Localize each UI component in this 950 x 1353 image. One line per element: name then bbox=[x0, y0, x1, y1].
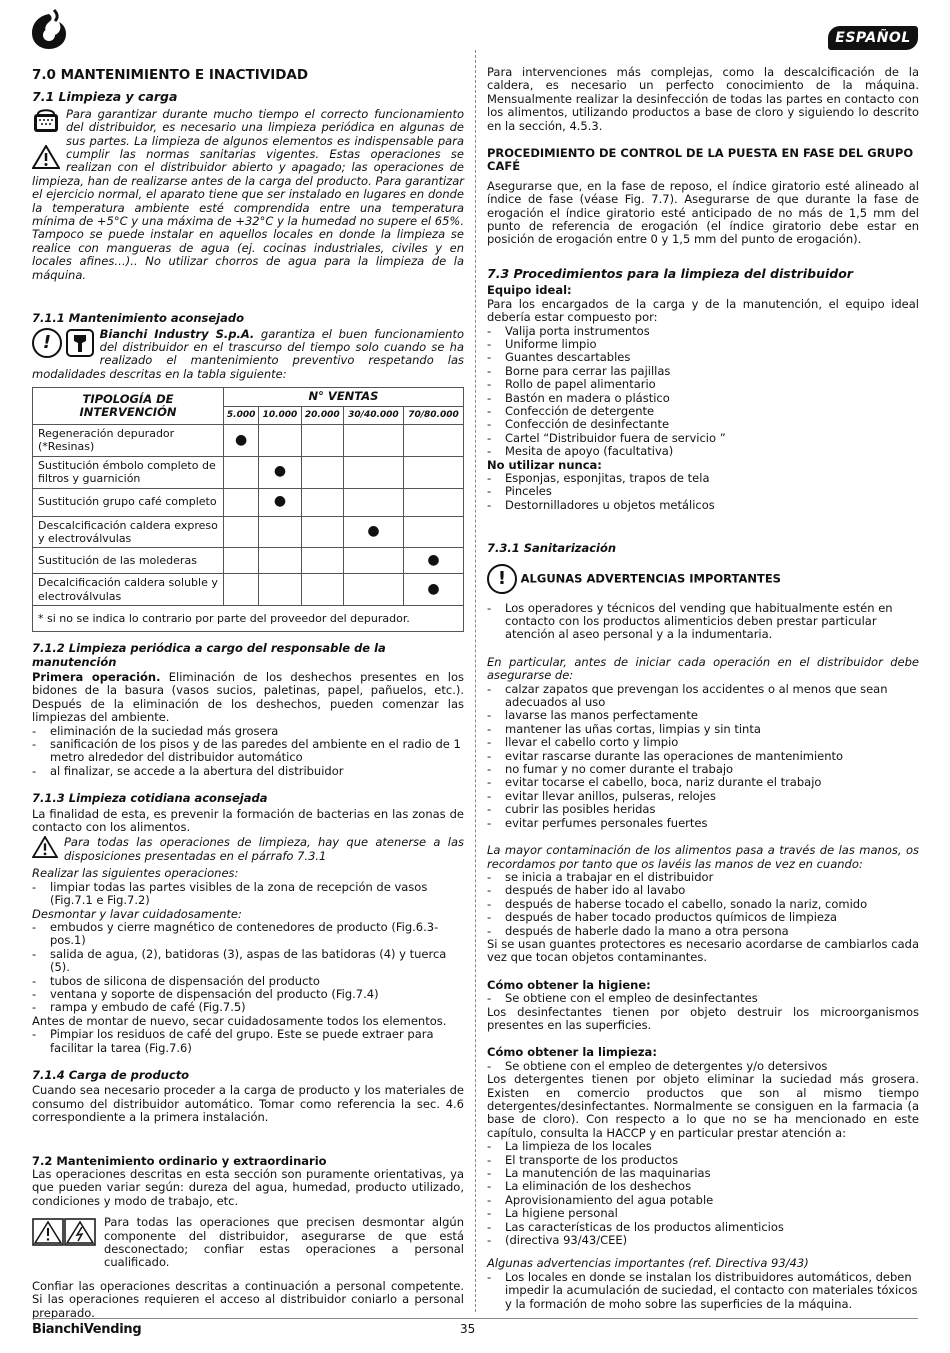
table-header-sales: N° VENTAS bbox=[224, 388, 464, 406]
left-column: 7.0 MANTENIMIENTO E INACTIVIDAD 7.1 Limpieza y carga Para garantizar durante mucho tiempo el correcto funcionamiento del distribuidor, es necesario una limpieza periódica en algunas de sus partes. La limpieza de algunos elementos es indispensable para cumplir las normas sanitarias vigentes. Estas operaciones se realizan con el distribuidor abierto y apagado; las operaciones de limpieza, han de realizarse antes de la carga del producto. Para garantizar el ejercicio normal, el aparato tiene que ser instalado en lugares en donde la temperatura ambiente esté comprendida entre una temperatura mínima de +5°C y una máxima de +32°C y la humedad no supere el 65%. Tampoco se puede instalar en aquellos locales en donde la limpieza se realice con mangueras de agua (ej. cocinas industriales, civiles y en locales afines…).. No utilizar chorros de agua para la limpieza de la máquina. 7.1.1 Mantenimiento aconsejado ! Bianchi Industry S.p.A. garantiza el buen funcionamiento del distribuidor en el trascurso del tiempo solo cuando se ha realizado el mantenimiento preventivo respetando las modalidades descritas en la tabla siguiente: TIPOLOGÍA DE INTERVENCIÓN N° VENTAS 5.000 10.000 20.000 30/40.000 70/80.000 Regeneración depurador (*Resinas) ● Sustitución émbolo completo de filtros y guarnición ● Sustitución grupo café completo ● Descalcificación caldera expreso y electroválvulas ● Sustitución de las molederas ● Decalcificación caldera soluble y electroválvulas ● * si no se indica lo contrario por parte del proveedor del depurador. 7.1.2 Limpieza periódica a cargo del responsable de la manutención Primera operación. Eliminación de los deshechos presentes en los bidones de la basura (vasos sucios, paletinas, papel, pañuelos, etc.). Después de la eliminación de los deshechos, pueden comenzar las limpiezas del ambiente. - eliminación de la suciedad más grosera - sanificación de los pisos y de las paredes del ambiente en el radio de 1 metro alrededor del distribuidor automático - al finalizar, se accede a la abertura del distribuidor 7.1.3 Limpieza cotidiana aconsejada La finalidad de esta, es prevenir la formación de bacterias en las zonas de contacto con los alimentos. Para todas las operaciones de limpieza, hay que atenerse a las disposiciones presentadas en el párrafo 7.3.1 Realizar las siguientes operaciones: - limpiar todas las partes visibles de la zona de recepción de vasos (Fig.7.1 e Fig.7.2) Desmontar y lavar cuidadosamente: - embudos y cierre magnético de contenedores de producto (Fig.6.3-pos.1) - salida de agua, (2), batidoras (3), aspas de las batidoras (4) y tuerca (5). - tubos de silicona de dispensación del producto - ventana y soporte de dispensación del producto (Fig.7.4) - rampa y embudo de café (Fig.7.5) Antes de montar de nuevo, secar cuidadosamente todos los elementos. - Pimpiar los residuos de café del grupo. Este se puede extraer para facilitar la tarea (Fig.7.6) 7.1.4 Carga de producto Cuando sea necesario proceder a la carga de producto y los materiales de consumo del distribuidor automático. Tomar como referencia la sec. 4.6 correspondiente a la primera instalación. 7.2 Mantenimiento ordinario y extraordinario Las operaciones descritas en esta sección son puramente orientativas, ya que pueden variar según: dureza del agua, humedad, producto utilizado, condiciones y modo de trabajo, etc. Para todas las operaciones que precisen desmontar algún componente del distribuidor, asegurarse de que está desconectado; confiar estas operaciones a personal cualificado. Confiar las operaciones descritas a continuación a personal competente. Si las operaciones requieren el acceso al distribuidor coniarlo a personal preparado. bbox=[32, 66, 464, 1320]
list-item: - Confección de detergente bbox=[487, 405, 919, 418]
section-7-2-text: Las operaciones descritas en esta sección son puramente orientativas, ya que pueden variar según: dureza del agua, humedad, producto utilizado, condiciones y modo de trabajo, etc. bbox=[32, 1167, 464, 1208]
table-row: Sustitución de las molederas ● bbox=[33, 548, 464, 574]
list-item: - no fumar y no comer durante el trabajo bbox=[487, 763, 919, 776]
list-item: - Pimpiar los residuos de café del grupo. Este se puede extraer para facilitar la tarea (Fig.7.6) bbox=[32, 1028, 464, 1055]
list-item: - salida de agua, (2), batidoras (3), aspas de las batidoras (4) y tuerca (5). bbox=[32, 948, 464, 975]
section-7-1-2-text: Primera operación. Eliminación de los deshechos presentes en los bidones de la basura (vasos sucios, paletinas, papel, pañuelos, etc.). Después de la eliminación de los deshechos, pueden comenzar las limpiezas del ambiente. bbox=[32, 670, 464, 725]
table-col-sales: 20.000 bbox=[301, 406, 343, 424]
precautions-list bbox=[487, 683, 919, 830]
list-item: - La higiene personal bbox=[487, 1207, 919, 1220]
section-7-1-text: Para garantizar durante mucho tiempo el correcto funcionamiento del distribuidor, es necesario una limpieza periódica en algunas de sus partes. La limpieza de algunos elementos es indispensable para cumplir las normas sanitarias vigentes. Estas operaciones se realizan con el distribuidor abierto y apagado; las operaciones de limpieza, han de realizarse antes de la carga del producto. Para garantizar el ejercicio normal, el aparato tiene que ser instalado en lugares en donde la temperatura ambiente esté comprendida entre una temperatura mínima de +5°C y una máxima de +32°C y la humedad no supere el 65%. Tampoco se puede instalar en aquellos locales en donde la limpieza se realice con mangueras de agua (ej. cocinas industriales, civiles y en locales afines…).. No utilizar chorros de agua para la limpieza de la máquina. bbox=[32, 106, 464, 282]
list-item: - Aprovisionamiento del agua potable bbox=[487, 1194, 919, 1207]
handwash-list bbox=[487, 871, 919, 938]
table-col-sales: 70/80.000 bbox=[403, 406, 463, 424]
list-item: - ventana y soporte de dispensación del producto (Fig.7.4) bbox=[32, 988, 464, 1001]
footer-brand: BianchiVending bbox=[32, 1322, 142, 1337]
company-name: Bianchi Industry S.p.A. bbox=[99, 326, 255, 341]
list-item: - cubrir las posibles heridas bbox=[487, 803, 919, 816]
table-col-sales: 5.000 bbox=[224, 406, 259, 424]
list-item: - Borne para cerrar las pajillas bbox=[487, 365, 919, 378]
maintenance-table bbox=[32, 387, 464, 632]
warning-triangle-icon bbox=[32, 145, 60, 169]
list-item: - mantener las uñas cortas, limpias y sin tinta bbox=[487, 723, 919, 736]
section-7-1-3-warning: Para todas las operaciones de limpieza, hay que atenerse a las disposiciones presentadas en el párrafo 7.3.1 bbox=[32, 836, 464, 863]
table-col-sales: 10.000 bbox=[259, 406, 301, 424]
list-item: - lavarse las manos perfectamente bbox=[487, 709, 919, 722]
list-item: - Valija porta instrumentos bbox=[487, 325, 919, 338]
heading-7-1-1: 7.1.1 Mantenimiento aconsejado bbox=[32, 311, 245, 326]
list-item: - Bastón en madera o plástico bbox=[487, 392, 919, 405]
list-item: - Los operadores y técnicos del vending que habitualmente estén en contacto con los productos alimenticios deben prestar particular atención al aseo personal y a la indumentaria. bbox=[487, 602, 919, 642]
list-item: - embudos y cierre magnético de contenedores de producto (Fig.6.3-pos.1) bbox=[32, 921, 464, 948]
never-use-list bbox=[487, 472, 919, 512]
heading-7-3-1: 7.3.1 Sanitarización bbox=[487, 541, 617, 556]
heading-procedure: PROCEDIMIENTO DE CONTROL DE LA PUESTA EN FASE DEL GRUPO CAFÉ bbox=[487, 146, 914, 174]
cleaning-bucket-icon bbox=[32, 108, 60, 134]
section-7-1-icons bbox=[32, 108, 60, 173]
brand-logo-icon bbox=[28, 8, 70, 52]
language-badge: ESPAÑOL bbox=[828, 26, 918, 50]
maintenance-tool-icon bbox=[66, 329, 94, 357]
list-item: - Mesita de apoyo (facultativa) bbox=[487, 445, 919, 458]
heading-7-1-2: 7.1.2 Limpieza periódica a cargo del responsable de la manutención bbox=[32, 641, 386, 669]
heading-7-2: 7.2 Mantenimiento ordinario y extraordinario bbox=[32, 1153, 327, 1168]
table-row: Sustitución grupo café completo ● bbox=[33, 488, 464, 516]
list-item: - evitar tocarse el cabello, boca, nariz durante el trabajo bbox=[487, 776, 919, 789]
list-item: - Guantes descartables bbox=[487, 351, 919, 364]
section-7-1-1-icons bbox=[32, 328, 94, 358]
list-item: - rampa y embudo de café (Fig.7.5) bbox=[32, 1001, 464, 1014]
important-warnings-heading: ! ALGUNAS ADVERTENCIAS IMPORTANTES bbox=[487, 564, 919, 594]
page-number: 35 bbox=[460, 1322, 476, 1336]
list-item: - al finalizar, se accede a la abertura del distribuidor bbox=[32, 765, 464, 778]
section-7-1-3-text: La finalidad de esta, es prevenir la formación de bacterias en las zonas de contacto con los alimentos. bbox=[32, 806, 464, 835]
list-item: - (directiva 93/43/CEE) bbox=[487, 1234, 919, 1247]
section-7-1-1-text: ! Bianchi Industry S.p.A. garantiza el buen funcionamiento del distribuidor en el trascurso del tiempo solo cuando se ha realizado el mantenimiento preventivo respetando las modalidades descritas en la tabla siguiente: bbox=[32, 326, 464, 381]
list-item: - después de haberle dado la mano a otra persona bbox=[487, 925, 919, 938]
list-item: - Las características de los productos alimenticios bbox=[487, 1221, 919, 1234]
section-7-1-4-text: Cuando sea necesario proceder a la carga de producto y los materiales de consumo del distribuidor automático. Tomar como referencia la sec. 4.6 correspondiente a la primera instalación. bbox=[32, 1083, 464, 1125]
list-item: - El transporte de los productos bbox=[487, 1154, 919, 1167]
heading-7-0: 7.0 MANTENIMIENTO E INACTIVIDAD bbox=[32, 67, 309, 83]
column-divider bbox=[475, 50, 476, 1312]
table-row: Descalcificación caldera expreso y electroválvulas ● bbox=[33, 516, 464, 548]
attention-icon: ! bbox=[487, 564, 517, 594]
heading-7-3: 7.3 Procedimientos para la limpieza del distribuidor bbox=[487, 265, 853, 281]
warning-triangle-icon bbox=[32, 836, 58, 858]
list-item: - calzar zapatos que prevengan los accidentes o al menos que sean adecuados al uso bbox=[487, 683, 919, 710]
list-item: - eliminación de la suciedad más grosera bbox=[32, 725, 464, 738]
table-row: Decalcificación caldera soluble y electroválvulas ● bbox=[33, 574, 464, 606]
table-note-row: * si no se indica lo contrario por parte del proveedor del depurador. bbox=[33, 606, 464, 632]
table-header-type: TIPOLOGÍA DE INTERVENCIÓN bbox=[33, 388, 224, 425]
list-item: - después de haber ido al lavabo bbox=[487, 884, 919, 897]
list-item: - Confección de desinfectante bbox=[487, 418, 919, 431]
list-item: - Esponjas, esponjitas, trapos de tela bbox=[487, 472, 919, 485]
haccp-list bbox=[487, 1140, 919, 1247]
heading-7-1-3: 7.1.3 Limpieza cotidiana aconsejada bbox=[32, 791, 268, 806]
table-row: Regeneración depurador (*Resinas) ● bbox=[33, 424, 464, 456]
table-row: Sustitución émbolo completo de filtros y guarnición ● bbox=[33, 456, 464, 488]
list-item: - Pinceles bbox=[487, 485, 919, 498]
list-item: - se inicia a trabajar en el distribuidor bbox=[487, 871, 919, 884]
list-item: - después de haberse tocado el cabello, sonado la nariz, comido bbox=[487, 898, 919, 911]
section-7-2-warning: Para todas las operaciones que precisen desmontar algún componente del distribuidor, asegurarse de que está desconectado; confiar estas operaciones a personal cualificado. bbox=[32, 1216, 464, 1270]
list-item: - La eliminación de los deshechos bbox=[487, 1180, 919, 1193]
list-item: - Destornilladores u objetos metálicos bbox=[487, 499, 919, 512]
list-item: - Uniforme limpio bbox=[487, 338, 919, 351]
section-7-1-2-list bbox=[32, 725, 464, 779]
list-item: - Los locales en donde se instalan los distribuidores automáticos, deben impedir la acumulación de suciedad, el contacto con materiales tóxicos y la formación de moho sobre las superficies de la máquina. bbox=[487, 1271, 919, 1311]
list-item: - evitar perfumes personales fuertes bbox=[487, 817, 919, 830]
right-column: Para intervenciones más complejas, como la descalcificación de la caldera, es necesario un perfecto conocimiento de la máquina. Mensualmente realizar la desinfección de todas las partes en contacto con los alimentos, utilizando productos a base de cloro y siguiendo lo descrito en la sección, 4.5.3. PROCEDIMIENTO DE CONTROL DE LA PUESTA EN FASE DEL GRUPO CAFÉ Asegurarse que, en la fase de reposo, el índice giratorio esté alineado al índice de fase (véase Fig. 7.7). Asegurarse de que durante la fase de erogación el índice giratorio esté anticipado de no más de 1,5 mm del punto de referencia de erogación (el índice giratorio debe estar en posición de erogación entre 0 y 1,5 mm del punto de erogación). 7.3 Procedimientos para la limpieza del distribuidor Equipo ideal: Para los encargados de la carga y de la manutención, el equipo ideal debería estar compuesto por: - Valija porta instrumentos - Uniforme limpio - Guantes descartables - Borne para cerrar las pajillas - Rollo de papel alimentario - Bastón en madera o plástico - Confección de detergente - Confección de desinfectante - Cartel “Distribuidor fuera de servicio ” - Mesita de apoyo (facultativa) No utilizar nunca: - Esponjas, esponjitas, trapos de tela - Pinceles - Destornilladores u objetos metálicos 7.3.1 Sanitarización ! ALGUNAS ADVERTENCIAS IMPORTANTES - Los operadores y técnicos del vending que habitualmente estén en contacto con los productos alimenticios deben prestar particular atención al aseo personal y a la indumentaria. En particular, antes de iniciar cada operación en el distribuidor debe asegurarse de: - calzar zapatos que prevengan los accidentes o al menos que sean adecuados al uso - lavarse las manos perfectamente - mantener las uñas cortas, limpias y sin tinta - llevar el cabello corto y limpio - evitar rascarse durante las operaciones de mantenimiento - no fumar y no comer durante el trabajo - evitar tocarse el cabello, boca, nariz durante el trabajo - evitar llevar anillos, pulseras, relojes - cubrir las posibles heridas - evitar perfumes personales fuertes La mayor contaminación de los alimentos pasa a través de las manos, os recordamos por tanto que os lavéis las manos de vez en cuando: - se inicia a trabajar en el distribuidor - después de haber ido al lavabo - después de haberse tocado el cabello, sonado la nariz, comido - después de haber tocado productos químicos de limpieza - después de haberle dado la mano a otra persona Si se usan guantes protectores es necesario acordarse de cambiarlos cada vez que tocan objetos contaminantes. Cómo obtener la higiene: - Se obtiene con el empleo de desinfectantes Los desinfectantes tienen por objeto destruir los microorganismos presentes en las superficies. Cómo obtener la limpieza: - Se obtiene con el empleo de detergentes y/o detersivos Los detergentes tienen por objeto eliminar la suciedad más grosera. Existen en comercio productos que son al mismo tiempo detergentes/desinfectantes. Normalmente se consiguen en la farmacia (a base de cloro). Con respecto a lo que no se ha mencionado en este capítulo, consulta la HACCP y en particular prestar atención a: - La limpieza de los locales - El transporte de los productos - La manutención de las maquinarias - La eliminación de los deshechos - Aprovisionamiento del agua potable - La higiene personal - Las características de los productos alimenticios - (directiva 93/43/CEE) Algunas advertencias importantes (ref. Directiva 93/43) - Los locales en donde se instalan los distribuidores automáticos, deben impedir la acumulación de suciedad, el contacto con materiales tóxicos y la formación de moho sobre las superficies de la máquina. bbox=[487, 66, 919, 1311]
list-item: - tubos de silicona de dispensación del producto bbox=[32, 975, 464, 988]
list-item: - llevar el cabello corto y limpio bbox=[487, 736, 919, 749]
list-item: - La manutención de las maquinarias bbox=[487, 1167, 919, 1180]
list-item: - Se obtiene con el empleo de detergentes y/o detersivos bbox=[487, 1060, 919, 1073]
heading-7-1: 7.1 Limpieza y carga bbox=[32, 89, 178, 105]
list-item: - limpiar todas las partes visibles de la zona de recepción de vasos (Fig.7.1 e Fig.7.2) bbox=[32, 881, 464, 908]
list-item: - Cartel “Distribuidor fuera de servicio ” bbox=[487, 432, 919, 445]
list-item: - evitar rascarse durante las operaciones de mantenimiento bbox=[487, 750, 919, 763]
heading-7-1-4: 7.1.4 Carga de producto bbox=[32, 1067, 190, 1082]
list-item: - Se obtiene con el empleo de desinfectantes bbox=[487, 992, 919, 1005]
table-col-sales: 30/40.000 bbox=[343, 406, 403, 424]
list-item: - después de haber tocado productos químicos de limpieza bbox=[487, 911, 919, 924]
attention-icon: ! bbox=[32, 328, 62, 358]
list-item: - evitar llevar anillos, pulseras, relojes bbox=[487, 790, 919, 803]
equipment-list bbox=[487, 325, 919, 459]
list-item: - sanificación de los pisos y de las paredes del ambiente en el radio de 1 metro alrededor del distribuidor automático bbox=[32, 738, 464, 765]
list-item: - Rollo de papel alimentario bbox=[487, 378, 919, 391]
footer-rule bbox=[32, 1318, 918, 1319]
list-item: - La limpieza de los locales bbox=[487, 1140, 919, 1153]
electrical-warning-icon bbox=[32, 1218, 96, 1246]
